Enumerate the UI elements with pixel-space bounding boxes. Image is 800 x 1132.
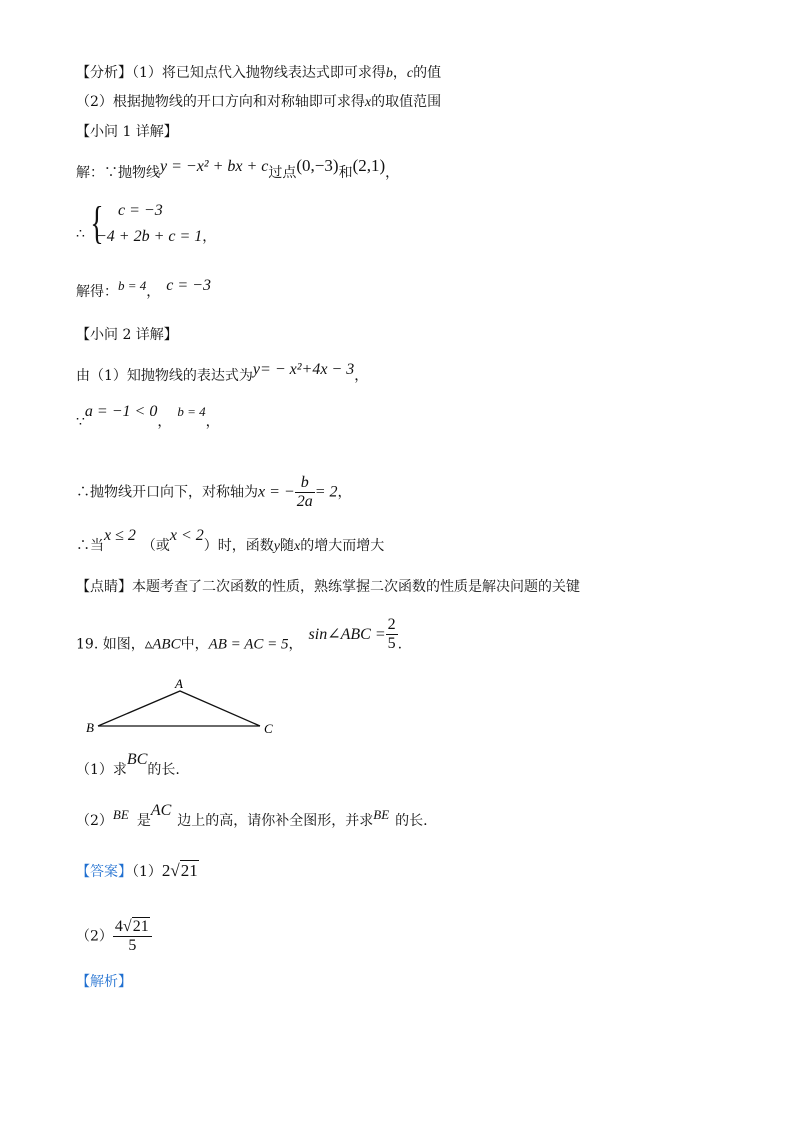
subquestion-1: （1）求BC的长. <box>76 751 180 778</box>
analysis-line-2: （2）根据抛物线的开口方向和对称轴即可求得x的取值范围 <box>76 94 442 110</box>
analysis-label: 【分析】 <box>76 65 132 81</box>
sqrt-icon: √ <box>122 918 132 935</box>
axis-line: ∴抛物线开口向下，对称轴为x = − $\frac{b}{2a}$ = 2， <box>76 474 352 510</box>
answer-fraction: $\frac{4√21}{5}$ <box>113 918 152 955</box>
left-brace-icon: { <box>90 197 104 248</box>
because-line: ∵a = −1 < 0，b = 4， <box>76 403 220 430</box>
solution-line: 解：∵抛物线y = −x² + bx + c过点(0,−3)和(2,1)， <box>76 156 400 181</box>
q2-heading: 【小问 2 详解】 <box>76 327 178 343</box>
therefore-sign: ∴ <box>76 226 85 242</box>
system-eq-1: c = −3 <box>118 202 163 219</box>
vertex-label-c: C <box>264 721 273 736</box>
vertex-label-b: B <box>86 720 94 735</box>
answer-line-2: （2） $\frac{4√21}{5}$ <box>76 918 152 955</box>
sqrt-icon: √ <box>170 861 180 880</box>
answer-label: 【答案】 <box>76 864 132 880</box>
sin-fraction: $\frac{2}{5}$ <box>387 616 396 652</box>
solved-line: 解得：b = 4， c = −3 <box>76 277 211 300</box>
when-line: ∴当x ≤ 2（或x < 2）时，函数y随x的增大而增大 <box>76 527 385 554</box>
answer-line-1: 【答案】（1）2√21 <box>76 861 198 880</box>
analysis-heading: 【解析】 <box>76 974 132 990</box>
analysis-line-1: 【分析】（1）将已知点代入抛物线表达式即可求得b，c的值 <box>76 65 442 81</box>
triangle-sides <box>98 691 260 726</box>
subquestion-2: （2）BE 是AC边上的高，请你补全图形，并求BE 的长. <box>76 802 428 829</box>
triangle-figure <box>80 676 280 742</box>
problem-19-line: 19. 如图，▵ABC中，AB = AC = 5，sin∠ABC = $\frac{2}{5}$ . <box>76 616 403 653</box>
q1-heading: 【小问 1 详解】 <box>76 124 178 140</box>
axis-fraction: $\frac{b}{2a}$ <box>296 474 313 510</box>
comment-line: 【点睛】本题考查了二次函数的性质，熟练掌握二次函数的性质是解决问题的关键 <box>76 579 580 595</box>
from-line: 由（1）知抛物线的表达式为y= − x²+4x − 3， <box>76 361 369 384</box>
vertex-label-a: A <box>175 676 183 691</box>
system-eq-2: −4 + 2b + c = 1， <box>96 228 217 245</box>
